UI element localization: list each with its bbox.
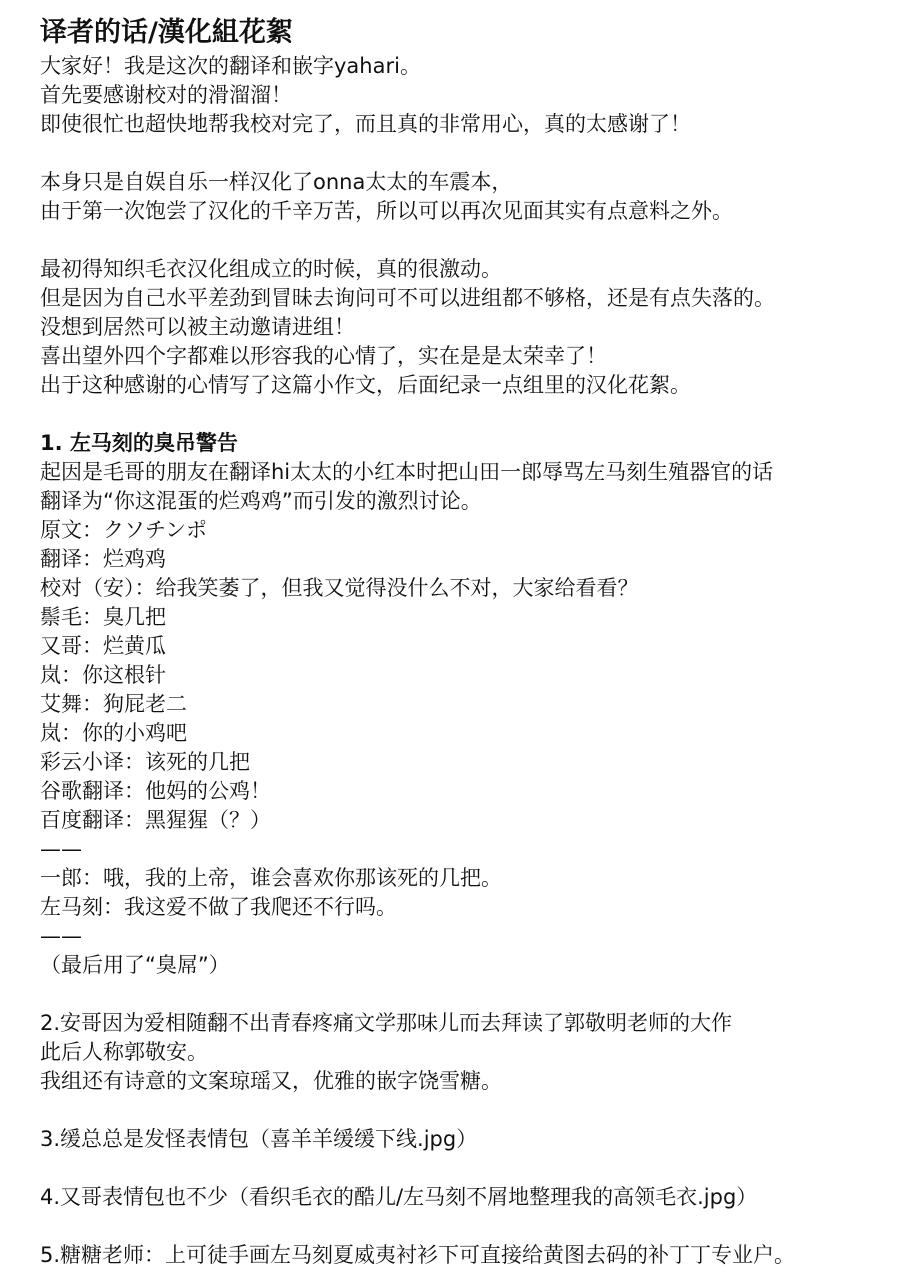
text-line: 彩云小译：该死的几把 [40,750,250,774]
text-line: 谷歌翻译：他妈的公鸡！ [40,779,271,803]
text-line: 岚：你的小鸡吧 [40,721,187,745]
text-line: 原文：クソチンポ [40,518,207,542]
text-line: 3.缓总总是发怪表情包（喜羊羊缓缓下线.jpg） [40,1127,478,1151]
section-heading: 1. 左马刻的臭吊警告 [40,431,238,455]
text-line: 本身只是自娱自乐一样汉化了onna太太的车震本， [40,170,513,194]
dash-divider: —— [40,924,82,948]
text-line: 首先要感谢校对的滑溜溜！ [40,83,292,107]
text-line: 大家好！我是这次的翻译和嵌字yahari。 [40,54,421,78]
text-line: 但是因为自己水平差劲到冒昧去询问可不可以进组都不够格，还是有点失落的。 [40,286,775,310]
blank-line [40,139,895,168]
text-line: （最后用了“臭屌”） [40,953,230,977]
text-line: 没想到居然可以被主动邀请进组！ [40,315,355,339]
text-line: 出于这种感谢的心情写了这篇小作文，后面纪录一点组里的汉化花絮。 [40,373,691,397]
text-line: 鬃毛：臭几把 [40,605,166,629]
document-page [40,14,895,1270]
text-line: 岚：你这根针 [40,663,166,687]
text-line: 一郎：哦，我的上帝，谁会喜欢你那该死的几把。 [40,866,502,890]
text-line: 由于第一次饱尝了汉化的千辛万苦，所以可以再次见面其实有点意料之外。 [40,199,733,223]
text-line: 起因是毛哥的朋友在翻译hi太太的小红本时把山田一郎辱骂左马刻生殖器官的话 [40,460,774,484]
blank-line [40,400,895,429]
text-line: 即使很忙也超快地帮我校对完了，而且真的非常用心，真的太感谢了！ [40,112,691,136]
text-line: 5.糖糖老师：上可徒手画左马刻夏威夷衬衫下可直接给黄图去码的补丁丁专业户。 [40,1243,796,1267]
text-line: 艾舞：狗屁老二 [40,692,187,716]
text-line: 4.又哥表情包也不少（看织毛衣的酷儿/左马刻不屑地整理我的高领毛衣.jpg） [40,1185,758,1209]
text-line: 最初得知织毛衣汉化组成立的时候，真的很激动。 [40,257,502,281]
blank-line [40,1096,895,1125]
text-line: 翻译为“你这混蛋的烂鸡鸡”而引发的激烈讨论。 [40,489,482,513]
dash-divider: —— [40,837,82,861]
text-line: 喜出望外四个字都难以形容我的心情了，实在是是太荣幸了！ [40,344,607,368]
page-title: 译者的话/漢化組花絮 [40,17,293,48]
text-line: 2.安哥因为爱相随翻不出青春疼痛文学那味儿而去拜读了郭敬明老师的大作 [40,1011,733,1035]
text-line: 百度翻译：黑猩猩（？） [40,808,271,832]
blank-line [40,980,895,1009]
blank-line [40,1154,895,1183]
text-line: 此后人称郭敬安。 [40,1040,208,1064]
text-line: 左马刻：我这爱不做了我爬还不行吗。 [40,895,397,919]
text-line: 又哥：烂黄瓜 [40,634,166,658]
text-line: 校对（安）：给我笑萎了，但我又觉得没什么不对，大家给看看？ [40,576,639,600]
text-line: 我组还有诗意的文案琼瑶又，优雅的嵌字饶雪糖。 [40,1069,502,1093]
blank-line [40,1212,895,1241]
text-line: 翻译：烂鸡鸡 [40,547,166,571]
blank-line [40,226,895,255]
